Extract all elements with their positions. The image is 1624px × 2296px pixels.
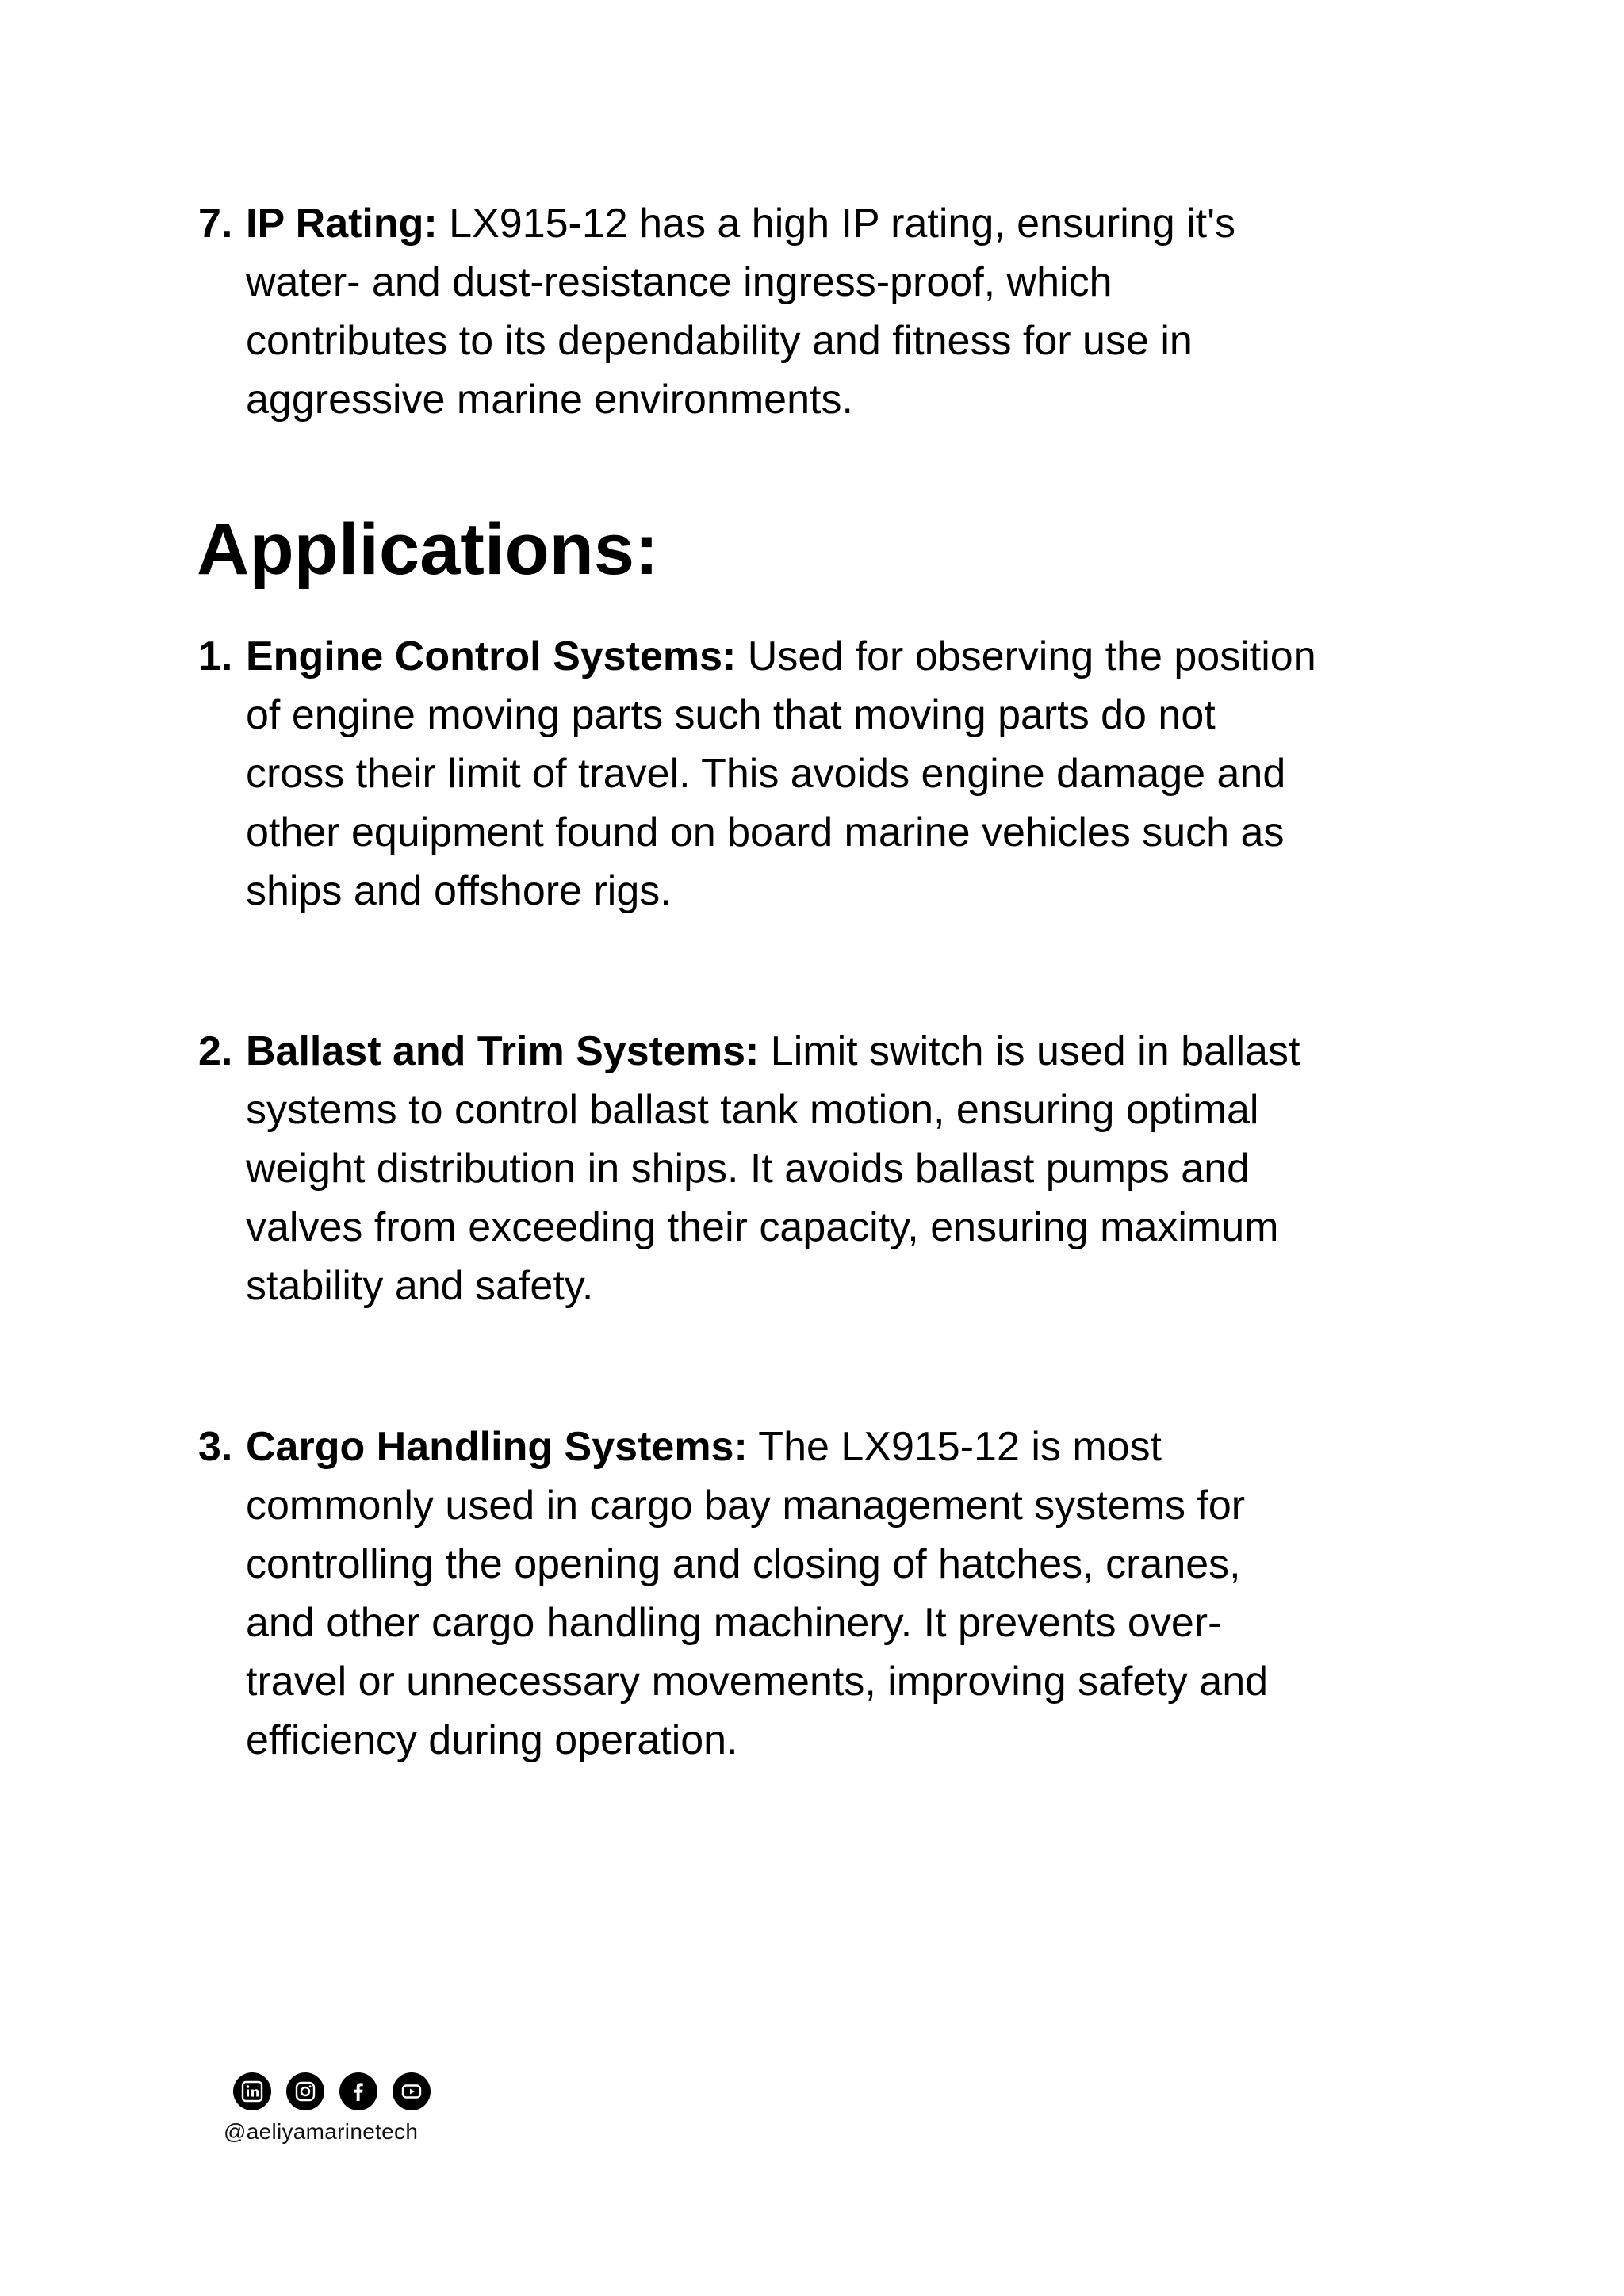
list-number: 1. (198, 633, 233, 679)
list-line: cross their limit of travel. This avoids engine damage and (246, 751, 1286, 797)
application-item-cargo-handling (198, 1418, 1467, 1770)
youtube-icon[interactable] (393, 2072, 431, 2110)
list-label: Ballast and Trim Systems: (246, 1028, 760, 1074)
footer-social (224, 2072, 462, 2145)
list-line: systems to control ballast tank motion, ensuring optimal (246, 1087, 1259, 1133)
facebook-icon[interactable] (339, 2072, 377, 2110)
application-item-engine-control (198, 627, 1467, 920)
list-line: ships and offshore rigs. (246, 868, 672, 914)
list-line: valves from exceeding their capacity, ensuring maximum (246, 1204, 1279, 1250)
list-line (246, 627, 1467, 686)
list-line: and other cargo handling machinery. It prevents over- (246, 1600, 1222, 1646)
list-line: contributes to its dependability and fitness for use in (246, 318, 1193, 364)
list-line (246, 1022, 1467, 1081)
list-text: The LX915-12 is most (747, 1424, 1162, 1470)
application-item-ballast-trim (198, 1022, 1467, 1315)
list-label: IP Rating: (246, 201, 438, 247)
list-line (246, 1418, 1467, 1476)
list-number: 3. (198, 1424, 233, 1470)
list-label: Cargo Handling Systems: (246, 1424, 748, 1470)
list-line (246, 194, 1467, 253)
list-line: weight distribution in ships. It avoids ballast pumps and (246, 1146, 1251, 1192)
linkedin-icon[interactable] (233, 2072, 271, 2110)
list-number: 2. (198, 1028, 233, 1074)
list-line: aggressive marine environments. (246, 377, 853, 423)
social-handle[interactable]: @aeliyamarinetech (224, 2119, 419, 2144)
list-text: Limit switch is used in ballast (759, 1028, 1300, 1074)
list-line: of engine moving parts such that moving parts do not (246, 692, 1216, 738)
list-line: other equipment found on board marine vehicles such as (246, 809, 1285, 855)
list-number: 7. (198, 201, 233, 247)
list-text: Used for observing the position (736, 633, 1316, 679)
list-line: stability and safety. (246, 1263, 594, 1309)
instagram-icon[interactable] (286, 2072, 324, 2110)
section-heading: Applications: (197, 509, 659, 590)
list-line: controlling the opening and closing of hatches, cranes, (246, 1541, 1241, 1587)
list-line: water- and dust-resistance ingress-proof, which (246, 259, 1113, 305)
list-line: travel or unnecessary movements, improving safety and (246, 1659, 1269, 1705)
list-text: LX915-12 has a high IP rating, ensuring it's (437, 201, 1235, 247)
ip-rating-item (198, 194, 1467, 429)
list-line: commonly used in cargo bay management systems for (246, 1483, 1246, 1529)
list-line: efficiency during operation. (246, 1717, 738, 1763)
list-label: Engine Control Systems: (246, 633, 737, 679)
social-icons (233, 2072, 462, 2110)
